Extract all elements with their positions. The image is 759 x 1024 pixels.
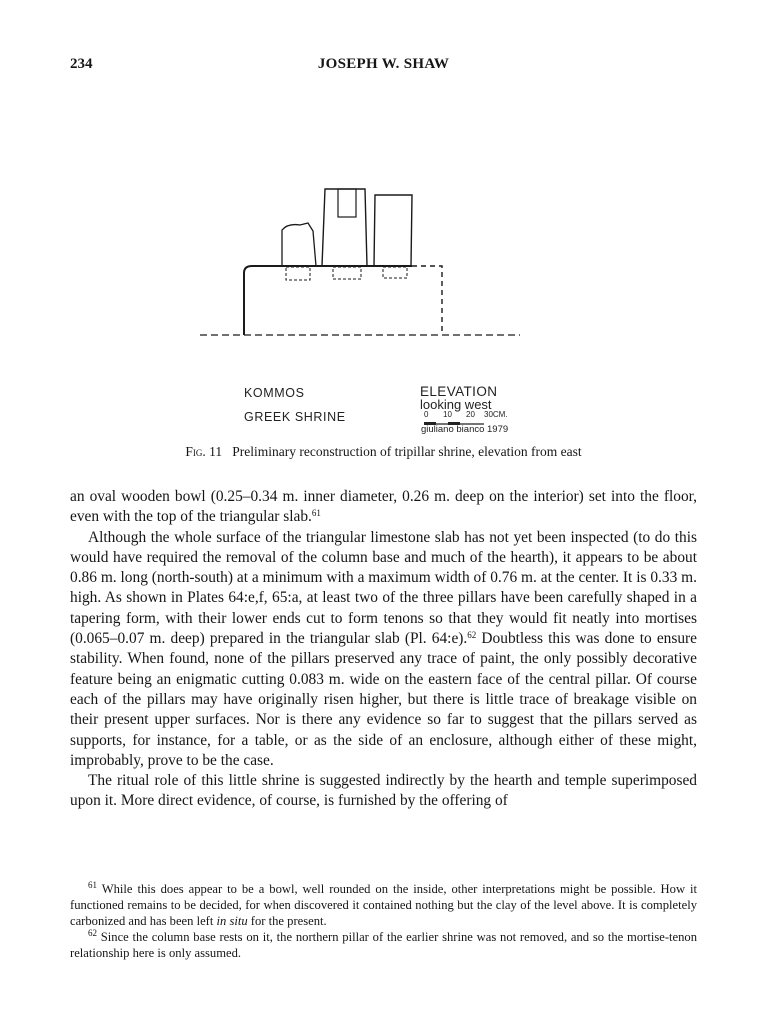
central-pillar	[322, 189, 367, 266]
figure-credit: giuliano bianco 1979	[421, 424, 509, 435]
scale-tick-20: 20	[466, 410, 475, 419]
figure-label-looking-west: looking west	[420, 397, 492, 412]
running-head: JOSEPH W. SHAW	[317, 56, 450, 72]
scale-tick-10: 10	[443, 410, 452, 419]
footnote-ref-61: 61	[311, 508, 321, 519]
scale-tick-30cm: 30CM.	[484, 410, 508, 419]
caption-figure-number: Fig. 11	[185, 444, 223, 459]
footnote-61-text-b: for the present.	[247, 914, 327, 928]
right-pillar	[374, 195, 412, 266]
figure-caption	[70, 444, 697, 460]
slab-outline-dashed	[412, 266, 442, 335]
page-number: 234	[70, 56, 93, 72]
footnote-62	[70, 929, 697, 961]
scale-tick-0: 0	[424, 410, 429, 419]
footnote-ref-62: 62	[467, 630, 477, 641]
shrine-elevation-drawing	[190, 185, 530, 347]
figure-label-kommos: KOMMOS	[244, 386, 305, 400]
footnote-62-number: 62	[88, 928, 97, 938]
figure-label-elevation: ELEVATION	[420, 384, 498, 399]
mortise-left	[286, 267, 310, 280]
paragraph-2	[70, 528, 697, 772]
mortise-center	[333, 267, 361, 279]
mortise-right	[383, 267, 407, 278]
central-pillar-cutting	[338, 189, 356, 217]
figure-label-greek-shrine: GREEK SHRINE	[244, 410, 346, 424]
slab-outline-solid	[244, 266, 412, 335]
caption-text: Preliminary reconstruction of tripillar shrine, elevation from east	[232, 444, 582, 459]
page-header	[70, 56, 697, 78]
paragraph-3: The ritual role of this little shrine is suggested indirectly by the hearth and temple superimposed upon it. More direct evidence, of course, is furnished by the offering of	[70, 772, 697, 810]
paragraph-2-text-b: Doubtless this was done to ensure stability. When found, none of the pillars preserved any trace of paint, the only possibly decorative feature being an enigmatic cutting 0.083 m. wide on the eastern face of the central pillar. Of course each of the pillars may have originally risen higher, but there is little trace of breakage visible on their present upper surfaces. Nor is there any evidence so far to suggest that the pillars served as supports, for instance, for a table, or as the side of an enclosure, although either of these might, improbably, prove to be the case.	[70, 630, 697, 769]
footnote-62-text: Since the column base rests on it, the northern pillar of the earlier shrine was not removed, and so the mortise-tenon relationship here is only assumed.	[70, 930, 697, 960]
left-pillar	[282, 223, 316, 266]
footnote-61-italic: in situ	[216, 914, 248, 928]
figure-drawing	[190, 185, 530, 347]
footnote-61-text-a: While this does appear to be a bowl, well rounded on the inside, other interpretations might be possible. How it functioned remains to be decided, for when discovered it contained nothing but the clay of the level above. It is completely carbonized and has been left	[70, 882, 697, 928]
paragraph-1	[70, 487, 697, 528]
body-text	[70, 487, 697, 812]
paragraph-2-text-a: Although the whole surface of the triangular limestone slab has not yet been inspected (to do this would have required the removal of the column base and much of the hearth), it appears to be about 0.86 m. long (north-south) at a minimum with a maximum width of 0.76 m. at the center. It is 0.33 m. high. As shown in Plates 64:e,f, 65:a, at least two of the three pillars have been carefully shaped in a tapering form, with their lower ends cut to form tenons so that they would fit neatly into mortises (0.065–0.07 m. deep) prepared in the triangular slab (Pl. 64:e).	[70, 528, 697, 648]
footnote-61	[70, 881, 697, 929]
footnotes	[70, 881, 697, 961]
footnote-61-number: 61	[88, 880, 97, 890]
paragraph-1-text: an oval wooden bowl (0.25–0.34 m. inner diameter, 0.26 m. deep on the interior) set into the floor, even with the top of the triangular slab.	[70, 488, 697, 526]
